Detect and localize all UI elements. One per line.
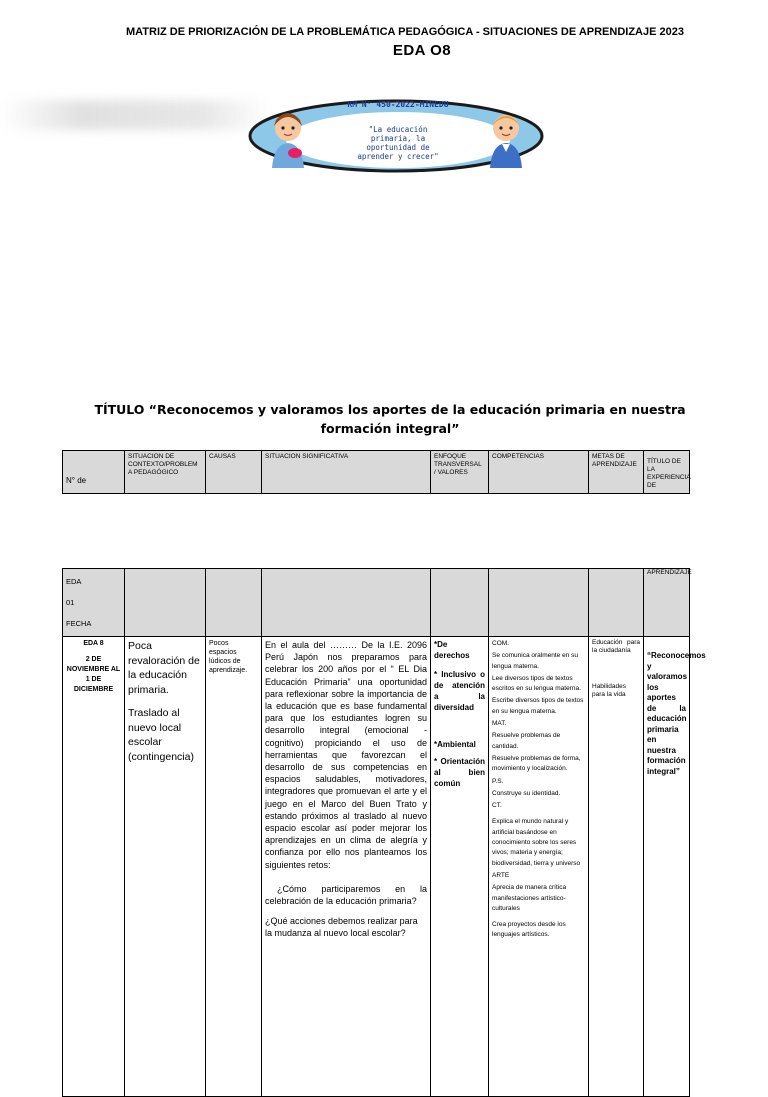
eda-date-cell xyxy=(63,637,125,1097)
document-header: MATRIZ DE PRIORIZACIÓN DE LA PROBLEMÁTICA PEDAGÓGICA - SITUACIONES DE APRENDIZAJE 2023 xyxy=(126,26,684,38)
enfoque-ambiental: *Ambiental xyxy=(434,740,476,749)
aprendizaje-label: APRENDIZAJE xyxy=(644,569,690,637)
competencia-item: COM. xyxy=(492,640,509,647)
meta-habilidades: Habilidades para la vida xyxy=(592,683,626,698)
eda-num: 01 xyxy=(66,598,75,607)
eda8-label: EDA 8 xyxy=(83,640,104,647)
enfoque-derechos: *De derechos xyxy=(434,640,470,660)
titulo-experiencia: “Reconocemos y valoramos los aportes de la educación primaria en nuestra formación integral” xyxy=(644,637,690,1097)
header-causas: CAUSAS xyxy=(206,451,262,494)
svg-text:primaria, la: primaria, la xyxy=(370,134,426,143)
enfoque-bien-comun: * Orientación al bien común xyxy=(434,757,485,788)
situacion-cell xyxy=(125,637,206,1097)
competencia-item: Aprecia de manera crítica manifestaciones artístico-culturales xyxy=(492,884,567,912)
competencia-item: Construye su identidad. xyxy=(492,789,561,797)
competencias-cell xyxy=(489,637,589,1097)
competencia-item: Explica el mundo natural y artificial basándose en conocimiento sobre los seres vivos; materia y energía; biodiversidad, tierra y universo xyxy=(492,818,581,867)
competencia-item: ARTE xyxy=(492,871,510,879)
situacion-problem: Poca revaloración de la educación primaria. xyxy=(128,640,200,696)
enfoque-inclusivo: * Inclusivo o de atención a la diversidad xyxy=(434,670,485,712)
fecha-label: FECHA xyxy=(66,619,92,628)
competencia-item: P.S. xyxy=(492,777,504,785)
significativa-text: En el aula del ……… De la I.E. 2096 Perú Japón nos preparamos para celebrar los 200 años por el “ EL Dia Educación Primaria” una oportunidad para reflexionar sobre la importancia de la educación que es base fundamental para que los estudiantes logren su desarrollo integral (emocional - cognitivo) propiciando el uso de herramientas que favorezcan el desarrollo de sus competencias en espacios saludables, motivadores, integradores que promuevan el arte y el juego en el Marco del Buen Trato y estando próximos al traslado al nuevo espacio escolar así poder mejorar los aprendizajes en un clima de alegría y confianza por ello nos planteamos los siguientes retos: xyxy=(265,640,427,870)
meta-ciudadania: Educación para la ciudadanía xyxy=(592,639,640,654)
header-situacion: SITUACION DE CONTEXTO/PROBLEM A PEDAGÓGICO xyxy=(125,451,206,494)
primary-education-logo xyxy=(248,98,544,174)
resolution-text: RM N° 450-2022-MINEDU xyxy=(347,100,449,109)
competencia-item: Lee diversos tipos de textos escritos en su lengua materna. xyxy=(492,674,581,693)
competencia-item: CT. xyxy=(492,802,502,810)
header-number: N° de xyxy=(63,451,125,494)
svg-text:oportunidad de: oportunidad de xyxy=(366,143,430,152)
header-titulo: TÍTULO DE LA EXPERIENCIA DE xyxy=(644,451,690,494)
header-competencias: COMPETENCIAS xyxy=(489,451,589,494)
competencia-item: Resuelve problemas de cantidad. xyxy=(492,732,561,750)
situacion-contingency: Traslado al nuevo local escolar (contingencia) xyxy=(128,707,194,763)
competencia-item: Resuelve problemas de forma, movimiento y localización. xyxy=(492,754,581,773)
matrix-header-table xyxy=(62,450,690,494)
date-range: 2 DE NOVIEMBRE AL 1 DE DICIEMBRE xyxy=(66,656,121,693)
competencia-item: Escribe diversos tipos de textos en su lengua materna. xyxy=(492,697,584,715)
header-metas: METAS DE APRENDIZAJE xyxy=(589,451,644,494)
logo-quote xyxy=(357,125,438,161)
eda-cell xyxy=(63,569,125,637)
table-row xyxy=(63,637,690,1097)
reto-question-1: ¿Cómo participaremos en la celebración de la educación primaria? xyxy=(265,883,427,907)
significativa-cell xyxy=(262,637,431,1097)
competencia-item: Crea proyectos desde los lenguajes artísticos. xyxy=(492,921,566,939)
matrix-body-table xyxy=(62,568,706,1097)
header-significativa: SITUACION SIGNIFICATIVA xyxy=(262,451,431,494)
competencia-item: Se comunica oralmente en su lengua materna. xyxy=(492,652,578,670)
metas-cell xyxy=(589,637,644,1097)
blurred-banner xyxy=(0,100,270,130)
eda-number: EDA O8 xyxy=(392,42,452,59)
eda-label: EDA xyxy=(66,577,82,586)
page-title: TÍTULO “Reconocemos y valoramos los aportes de la educación primaria en nuestra formación integral” xyxy=(94,402,686,436)
header-enfoque: ENFOQUE TRANSVERSAL / VALORES xyxy=(431,451,489,494)
reto-question-2: ¿Qué acciones debemos realizar para la mudanza al nuevo local escolar? xyxy=(265,916,418,939)
competencia-item: MAT. xyxy=(492,720,507,728)
svg-text:"La educación: "La educación xyxy=(368,125,428,134)
enfoque-cell xyxy=(431,637,489,1097)
causas-cell: Pocos espacios lúdicos de aprendizaje. xyxy=(206,637,262,1097)
svg-text:aprender y crecer": aprender y crecer" xyxy=(357,152,439,161)
